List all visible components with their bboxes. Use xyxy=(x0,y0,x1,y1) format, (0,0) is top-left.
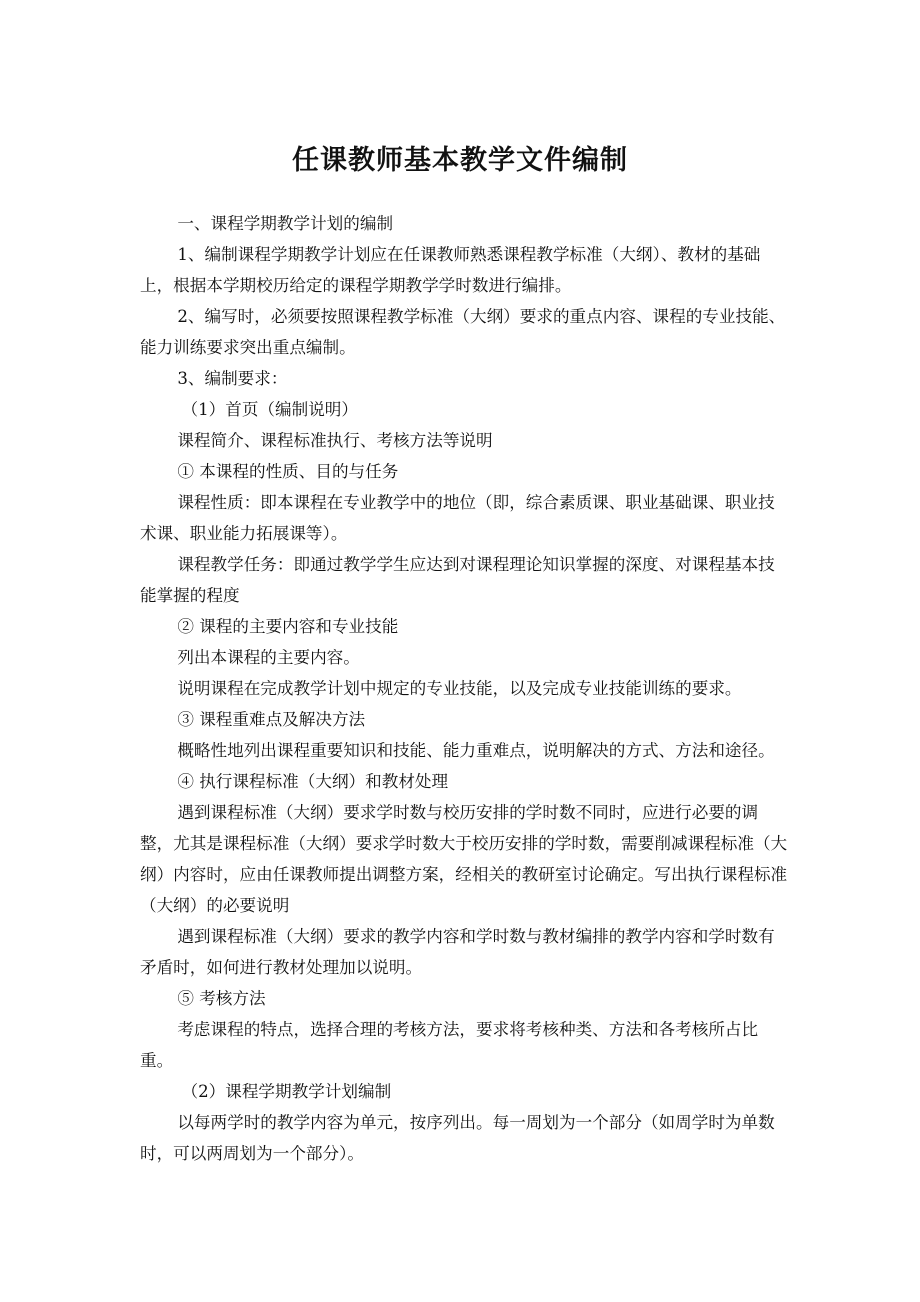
paragraph: 3、编制要求： xyxy=(177,369,288,388)
document-title: 任课教师基本教学文件编制 xyxy=(292,145,628,176)
paragraph: 以每两学时的教学内容为单元，按序列出。每一周划为一个部分（如周学时为单数时，可以两周划为一个部分）。 xyxy=(140,1113,775,1163)
list-item-heading: ④ 执行课程标准（大纲）和教材处理 xyxy=(177,772,449,791)
subsection-heading: （1）首页（编制说明） xyxy=(181,400,358,419)
paragraph: 考虑课程的特点，选择合理的考核方法，要求将考核种类、方法和各考核所占比重。 xyxy=(140,1020,759,1070)
section-heading: 一、课程学期教学计划的编制 xyxy=(177,214,394,233)
paragraph: 概略性地列出课程重要知识和技能、能力重难点，说明解决的方式、方法和途径。 xyxy=(177,741,775,760)
paragraph: 2、编写时，必须要按照课程教学标准（大纲）要求的重点内容、课程的专业技能、能力训练要求突出重点编制。 xyxy=(140,307,786,357)
paragraph: 列出本课程的主要内容。 xyxy=(177,648,360,667)
paragraph: 说明课程在完成教学计划中规定的专业技能，以及完成专业技能训练的要求。 xyxy=(177,679,742,698)
subsection-heading: （2）课程学期教学计划编制 xyxy=(181,1082,392,1101)
paragraph: 遇到课程标准（大纲）要求的教学内容和学时数与教材编排的教学内容和学时数有矛盾时，如何进行教材处理加以说明。 xyxy=(140,927,775,977)
paragraph: 1、编制课程学期教学计划应在任课教师熟悉课程教学标准（大纲）、教材的基础上，根据本学期校历给定的课程学期教学学时数进行编排。 xyxy=(140,245,761,295)
list-item-heading: ② 课程的主要内容和专业技能 xyxy=(177,617,399,636)
list-item-heading: ① 本课程的性质、目的与任务 xyxy=(177,462,399,481)
paragraph: 课程教学任务：即通过教学学生应达到对课程理论知识掌握的深度、对课程基本技能掌握的程度 xyxy=(140,555,775,605)
paragraph: 课程性质：即本课程在专业教学中的地位（即，综合素质课、职业基础课、职业技术课、职业能力拓展课等）。 xyxy=(140,493,775,543)
document-body xyxy=(140,208,788,1169)
list-item-heading: ⑤ 考核方法 xyxy=(177,989,266,1008)
paragraph: 遇到课程标准（大纲）要求学时数与校历安排的学时数不同时，应进行必要的调整，尤其是课程标准（大纲）要求学时数大于校历安排的学时数，需要削减课程标准（大纲）内容时，应由任课教师提出调整方案，经相关的教研室讨论确定。写出执行课程标准（大纲）的必要说明 xyxy=(140,803,788,915)
list-item-heading: ③ 课程重难点及解决方法 xyxy=(177,710,366,729)
paragraph: 课程简介、课程标准执行、考核方法等说明 xyxy=(177,431,493,450)
